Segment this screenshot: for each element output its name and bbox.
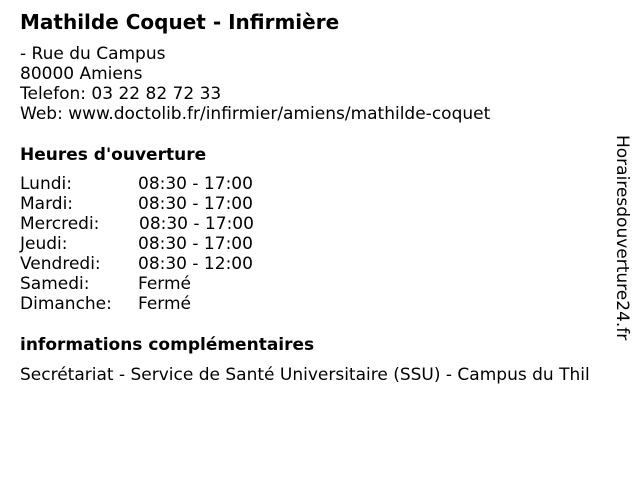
- day-label: Dimanche:: [20, 294, 112, 314]
- time-value: 08:30 - 17:00: [138, 234, 253, 254]
- opening-hours-list: [20, 174, 320, 314]
- address-block: [20, 44, 490, 124]
- day-label: Mercredi:: [20, 214, 100, 234]
- hours-row-sunday: [20, 294, 320, 314]
- page-title: Mathilde Coquet - Infirmière: [20, 10, 340, 34]
- hours-row-tuesday: [20, 194, 320, 214]
- info-heading: informations complémentaires: [20, 335, 315, 355]
- time-value: 08:30 - 17:00: [138, 194, 253, 214]
- city-line: 80000 Amiens: [20, 64, 143, 84]
- hours-row-wednesday: [20, 214, 320, 234]
- web-line: Web: www.doctolib.fr/infirmier/amiens/mathilde-coquet: [20, 104, 491, 124]
- time-value: Fermé: [138, 294, 192, 314]
- day-label: Jeudi:: [20, 234, 68, 254]
- time-value: 08:30 - 17:00: [139, 214, 254, 234]
- hours-row-monday: [20, 174, 320, 194]
- hours-row-friday: [20, 254, 320, 274]
- day-label: Lundi:: [20, 174, 72, 194]
- site-watermark: Horairesdouverture24.fr: [612, 135, 632, 341]
- time-value: 08:30 - 17:00: [138, 174, 253, 194]
- info-text: Secrétariat - Service de Santé Universitaire (SSU) - Campus du Thil: [20, 365, 590, 385]
- hours-row-saturday: [20, 274, 320, 294]
- hours-heading: Heures d'ouverture: [20, 145, 207, 165]
- phone-line: Telefon: 03 22 82 72 33: [20, 84, 222, 104]
- day-label: Samedi:: [20, 274, 90, 294]
- time-value: Fermé: [138, 274, 192, 294]
- hours-row-thursday: [20, 234, 320, 254]
- day-label: Mardi:: [20, 194, 74, 214]
- street-line: - Rue du Campus: [20, 44, 166, 64]
- day-label: Vendredi:: [20, 254, 101, 274]
- time-value: 08:30 - 12:00: [138, 254, 253, 274]
